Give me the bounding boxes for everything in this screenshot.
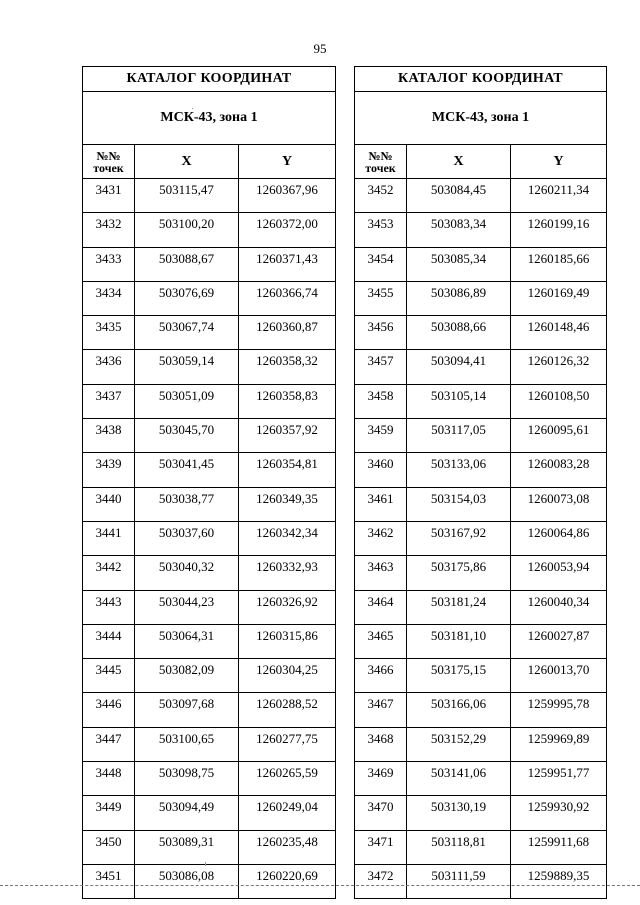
y-coordinate-cell: 1260315,86 xyxy=(239,624,336,658)
point-number-cell: 3434 xyxy=(83,281,135,315)
point-number-cell: 3459 xyxy=(355,419,407,453)
point-number-cell: 3448 xyxy=(83,762,135,796)
y-coordinate-cell: 1260326,92 xyxy=(239,590,336,624)
x-coordinate-cell: 503037,60 xyxy=(135,521,239,555)
point-number-cell: 3431 xyxy=(83,179,135,213)
y-coordinate-cell: 1260354,81 xyxy=(239,453,336,487)
table-row xyxy=(355,590,607,624)
point-number-cell: 3469 xyxy=(355,762,407,796)
y-coordinate-cell: 1260053,94 xyxy=(511,556,607,590)
table-row xyxy=(83,316,336,350)
point-number-cell: 3450 xyxy=(83,830,135,864)
table-row xyxy=(355,419,607,453)
x-coordinate-cell: 503100,20 xyxy=(135,213,239,247)
column-header-x: X xyxy=(407,145,511,179)
x-coordinate-cell: 503040,32 xyxy=(135,556,239,590)
x-coordinate-cell: 503181,24 xyxy=(407,590,511,624)
x-coordinate-cell: 503085,34 xyxy=(407,247,511,281)
x-coordinate-cell: 503082,09 xyxy=(135,659,239,693)
y-coordinate-cell: 1260371,43 xyxy=(239,247,336,281)
x-coordinate-cell: 503059,14 xyxy=(135,350,239,384)
point-number-cell: 3461 xyxy=(355,487,407,521)
table-row xyxy=(83,419,336,453)
point-number-cell: 3442 xyxy=(83,556,135,590)
table-row xyxy=(83,247,336,281)
point-number-cell: 3441 xyxy=(83,521,135,555)
table-row xyxy=(355,864,607,898)
table-row xyxy=(83,281,336,315)
y-coordinate-cell: 1260148,46 xyxy=(511,316,607,350)
y-coordinate-cell: 1260095,61 xyxy=(511,419,607,453)
x-coordinate-cell: 503044,23 xyxy=(135,590,239,624)
table-row xyxy=(355,247,607,281)
column-header-x: X xyxy=(135,145,239,179)
point-number-cell: 3467 xyxy=(355,693,407,727)
point-number-cell: 3462 xyxy=(355,521,407,555)
table-row xyxy=(83,590,336,624)
table-row xyxy=(83,727,336,761)
table-row xyxy=(83,693,336,727)
table-row xyxy=(355,350,607,384)
point-number-cell: 3436 xyxy=(83,350,135,384)
point-number-word: точек xyxy=(365,160,396,175)
table-row xyxy=(83,487,336,521)
point-number-cell: 3465 xyxy=(355,624,407,658)
x-coordinate-cell: 503098,75 xyxy=(135,762,239,796)
y-coordinate-cell: 1259889,35 xyxy=(511,864,607,898)
point-number-cell: 3455 xyxy=(355,281,407,315)
table-row xyxy=(83,796,336,830)
point-number-cell: 3468 xyxy=(355,727,407,761)
x-coordinate-cell: 503100,65 xyxy=(135,727,239,761)
y-coordinate-cell: 1260169,49 xyxy=(511,281,607,315)
y-coordinate-cell: 1260367,96 xyxy=(239,179,336,213)
y-coordinate-cell: 1259969,89 xyxy=(511,727,607,761)
y-coordinate-cell: 1260288,52 xyxy=(239,693,336,727)
coordinate-catalog-left xyxy=(82,66,336,899)
table-row xyxy=(355,453,607,487)
table-body xyxy=(355,179,607,899)
x-coordinate-cell: 503130,19 xyxy=(407,796,511,830)
x-coordinate-cell: 503105,14 xyxy=(407,384,511,418)
y-coordinate-cell: 1259995,78 xyxy=(511,693,607,727)
x-coordinate-cell: 503152,29 xyxy=(407,727,511,761)
y-coordinate-cell: 1260013,70 xyxy=(511,659,607,693)
table-row xyxy=(83,624,336,658)
point-number-cell: 3470 xyxy=(355,796,407,830)
table-row xyxy=(83,830,336,864)
table-row xyxy=(355,796,607,830)
y-coordinate-cell: 1260249,04 xyxy=(239,796,336,830)
point-number-cell: 3458 xyxy=(355,384,407,418)
y-coordinate-cell: 1259930,92 xyxy=(511,796,607,830)
table-row xyxy=(83,384,336,418)
table-row xyxy=(83,659,336,693)
point-number-cell: 3463 xyxy=(355,556,407,590)
point-number-cell: 3453 xyxy=(355,213,407,247)
point-number-cell: 3451 xyxy=(83,864,135,898)
x-coordinate-cell: 503067,74 xyxy=(135,316,239,350)
x-coordinate-cell: 503154,03 xyxy=(407,487,511,521)
table-row xyxy=(83,556,336,590)
table-row xyxy=(355,727,607,761)
table-row xyxy=(355,213,607,247)
table-row xyxy=(355,556,607,590)
x-coordinate-cell: 503097,68 xyxy=(135,693,239,727)
table-row xyxy=(355,762,607,796)
table-row xyxy=(83,179,336,213)
x-coordinate-cell: 503115,47 xyxy=(135,179,239,213)
y-coordinate-cell: 1260304,25 xyxy=(239,659,336,693)
page-number: 95 xyxy=(313,41,327,56)
y-coordinate-cell: 1260073,08 xyxy=(511,487,607,521)
point-number-cell: 3432 xyxy=(83,213,135,247)
point-number-cell: 3454 xyxy=(355,247,407,281)
y-coordinate-cell: 1260349,35 xyxy=(239,487,336,521)
point-number-cell: 3438 xyxy=(83,419,135,453)
y-coordinate-cell: 1259911,68 xyxy=(511,830,607,864)
table-row xyxy=(355,659,607,693)
x-coordinate-cell: 503076,69 xyxy=(135,281,239,315)
table-body xyxy=(83,179,336,899)
catalog-subtitle: МСК-43, зона 1 xyxy=(355,92,607,145)
x-coordinate-cell: 503133,06 xyxy=(407,453,511,487)
x-coordinate-cell: 503045,70 xyxy=(135,419,239,453)
x-coordinate-cell: 503166,06 xyxy=(407,693,511,727)
y-coordinate-cell: 1260108,50 xyxy=(511,384,607,418)
table-row xyxy=(83,521,336,555)
y-coordinate-cell: 1260358,32 xyxy=(239,350,336,384)
point-number-cell: 3447 xyxy=(83,727,135,761)
x-coordinate-cell: 503141,06 xyxy=(407,762,511,796)
y-coordinate-cell: 1260126,32 xyxy=(511,350,607,384)
column-header-point-number xyxy=(83,145,135,179)
table-row xyxy=(355,487,607,521)
y-coordinate-cell: 1260332,93 xyxy=(239,556,336,590)
point-number-word: точек xyxy=(93,160,124,175)
table-row xyxy=(355,281,607,315)
table-row xyxy=(83,213,336,247)
scan-speck xyxy=(192,108,193,109)
x-coordinate-cell: 503084,45 xyxy=(407,179,511,213)
page-bottom-rule xyxy=(0,885,640,886)
x-coordinate-cell: 503064,31 xyxy=(135,624,239,658)
x-coordinate-cell: 503175,15 xyxy=(407,659,511,693)
column-header-y: Y xyxy=(239,145,336,179)
table-row xyxy=(355,521,607,555)
table-row xyxy=(83,350,336,384)
y-coordinate-cell: 1260040,34 xyxy=(511,590,607,624)
y-coordinate-cell: 1260372,00 xyxy=(239,213,336,247)
table-row xyxy=(355,316,607,350)
x-coordinate-cell: 503094,41 xyxy=(407,350,511,384)
point-number-cell: 3440 xyxy=(83,487,135,521)
y-coordinate-cell: 1260277,75 xyxy=(239,727,336,761)
point-number-symbol: №№ xyxy=(96,148,121,163)
table-row xyxy=(355,384,607,418)
y-coordinate-cell: 1260265,59 xyxy=(239,762,336,796)
point-number-cell: 3452 xyxy=(355,179,407,213)
catalog-subtitle: МСК-43, зона 1 xyxy=(83,92,336,145)
y-coordinate-cell: 1260064,86 xyxy=(511,521,607,555)
x-coordinate-cell: 503181,10 xyxy=(407,624,511,658)
catalog-title: КАТАЛОГ КООРДИНАТ xyxy=(355,67,607,92)
point-number-cell: 3457 xyxy=(355,350,407,384)
x-coordinate-cell: 503083,34 xyxy=(407,213,511,247)
y-coordinate-cell: 1260199,16 xyxy=(511,213,607,247)
point-number-cell: 3444 xyxy=(83,624,135,658)
point-number-cell: 3464 xyxy=(355,590,407,624)
catalog-title: КАТАЛОГ КООРДИНАТ xyxy=(83,67,336,92)
x-coordinate-cell: 503111,59 xyxy=(407,864,511,898)
point-number-cell: 3445 xyxy=(83,659,135,693)
x-coordinate-cell: 503094,49 xyxy=(135,796,239,830)
y-coordinate-cell: 1260027,87 xyxy=(511,624,607,658)
point-number-cell: 3472 xyxy=(355,864,407,898)
x-coordinate-cell: 503088,67 xyxy=(135,247,239,281)
y-coordinate-cell: 1260358,83 xyxy=(239,384,336,418)
table-row xyxy=(355,624,607,658)
x-coordinate-cell: 503089,31 xyxy=(135,830,239,864)
point-number-symbol: №№ xyxy=(368,148,393,163)
table-row xyxy=(355,830,607,864)
x-coordinate-cell: 503118,81 xyxy=(407,830,511,864)
point-number-cell: 3433 xyxy=(83,247,135,281)
y-coordinate-cell: 1260211,34 xyxy=(511,179,607,213)
point-number-cell: 3456 xyxy=(355,316,407,350)
y-coordinate-cell: 1260342,34 xyxy=(239,521,336,555)
point-number-cell: 3435 xyxy=(83,316,135,350)
table-row xyxy=(83,453,336,487)
point-number-cell: 3437 xyxy=(83,384,135,418)
x-coordinate-cell: 503086,08 xyxy=(135,864,239,898)
x-coordinate-cell: 503041,45 xyxy=(135,453,239,487)
y-coordinate-cell: 1260083,28 xyxy=(511,453,607,487)
y-coordinate-cell: 1259951,77 xyxy=(511,762,607,796)
y-coordinate-cell: 1260360,87 xyxy=(239,316,336,350)
x-coordinate-cell: 503086,89 xyxy=(407,281,511,315)
column-header-point-number xyxy=(355,145,407,179)
x-coordinate-cell: 503175,86 xyxy=(407,556,511,590)
scan-speck xyxy=(205,862,206,866)
y-coordinate-cell: 1260185,66 xyxy=(511,247,607,281)
coordinate-catalog-right xyxy=(354,66,607,899)
x-coordinate-cell: 503038,77 xyxy=(135,487,239,521)
y-coordinate-cell: 1260366,74 xyxy=(239,281,336,315)
point-number-cell: 3471 xyxy=(355,830,407,864)
table-row xyxy=(355,693,607,727)
y-coordinate-cell: 1260235,48 xyxy=(239,830,336,864)
table-row xyxy=(355,179,607,213)
x-coordinate-cell: 503167,92 xyxy=(407,521,511,555)
table-row xyxy=(83,762,336,796)
x-coordinate-cell: 503117,05 xyxy=(407,419,511,453)
y-coordinate-cell: 1260357,92 xyxy=(239,419,336,453)
point-number-cell: 3443 xyxy=(83,590,135,624)
x-coordinate-cell: 503051,09 xyxy=(135,384,239,418)
y-coordinate-cell: 1260220,69 xyxy=(239,864,336,898)
point-number-cell: 3446 xyxy=(83,693,135,727)
point-number-cell: 3460 xyxy=(355,453,407,487)
table-row xyxy=(83,864,336,898)
point-number-cell: 3449 xyxy=(83,796,135,830)
point-number-cell: 3466 xyxy=(355,659,407,693)
point-number-cell: 3439 xyxy=(83,453,135,487)
column-header-y: Y xyxy=(511,145,607,179)
x-coordinate-cell: 503088,66 xyxy=(407,316,511,350)
